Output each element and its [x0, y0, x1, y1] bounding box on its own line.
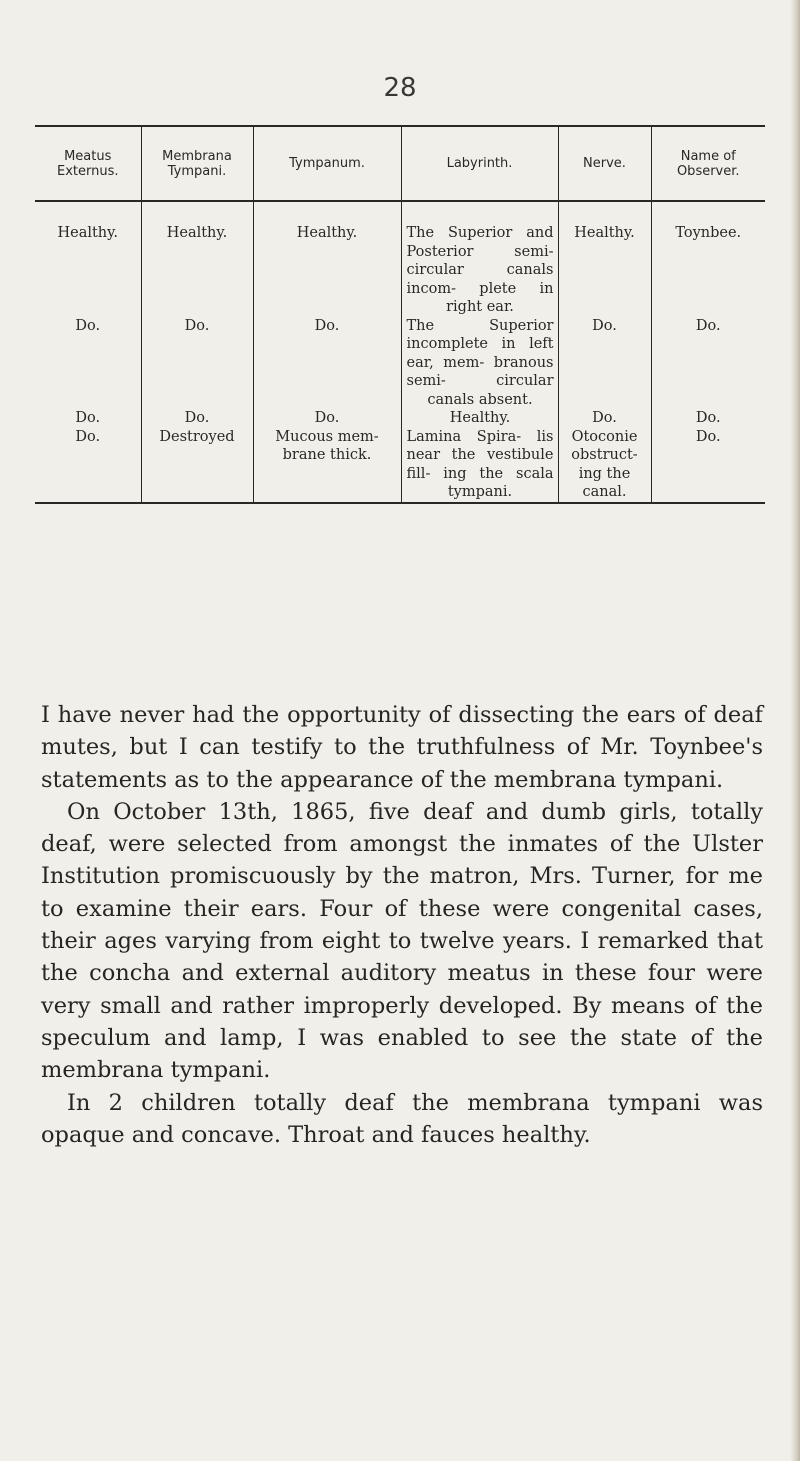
header-nerve: Nerve. [558, 126, 651, 201]
paragraph: In 2 children totally deaf the membrana tympani was opaque and concave. Throat and fauces healthy. [41, 1089, 763, 1148]
table-row [35, 428, 765, 503]
table-cell: Healthy. [57, 225, 119, 241]
table-cell: Do. [651, 317, 765, 410]
header-tympanum: Tympanum. [253, 126, 401, 201]
table-cell: The Superior incomplete in left ear, mem- branous semi- circular canals absent. [401, 317, 558, 410]
table-row [35, 201, 765, 317]
table-cell: Mucous mem- brane thick. [253, 428, 401, 503]
table-header-row [35, 126, 765, 201]
table-cell: Otoconie obstruct- ing the canal. [558, 428, 651, 503]
table-cell: Healthy. [558, 201, 651, 317]
header-labyrinth: Labyrinth. [401, 126, 558, 201]
table-cell: Do. [253, 409, 401, 428]
table-cell: Do. [141, 317, 253, 410]
table-cell: Do. [651, 409, 765, 428]
table-cell: Do. [141, 409, 253, 428]
table-cell: Do. [651, 428, 765, 503]
table-cell: Healthy. [401, 409, 558, 428]
table-cell: Do. [558, 317, 651, 410]
header-meatus-externus: Meatus Externus. [35, 126, 141, 201]
table-cell: Do. [558, 409, 651, 428]
paragraph: On October 13th, 1865, five deaf and dumb girls, totally deaf, were selected from amongst the inmates of the Ulster Institution promiscuously by the matron, Mrs. Turner, for me to examine their ears. Four of these were congenital cases, their ages varying from eight to twelve years. I remarked that the concha and external auditory meatus in these four were very small and rather improperly developed. By means of the speculum and lamp, I was enabled to see the state of the membrana tympani. [41, 798, 763, 1084]
table-cell: Do. [35, 428, 141, 503]
findings-table-wrapper [35, 125, 765, 504]
table-cell: Do. [253, 317, 401, 410]
table-cell: Lamina Spira- lis near the vestibule fill- ing the scala tympani. [401, 428, 558, 503]
table-cell: Healthy. [253, 201, 401, 317]
table-cell: Healthy. [141, 201, 253, 317]
paragraph: I have never had the opportunity of dissecting the ears of deaf mutes, but I can testify to the truthfulness of Mr. Toynbee's statements as to the appearance of the membrana tympani. [41, 702, 763, 793]
page-number: 28 [383, 73, 417, 103]
table-cell: Toynbee. [651, 201, 765, 317]
table-cell: Destroyed [141, 428, 253, 503]
table-cell: Do. [75, 317, 101, 334]
table-row [35, 317, 765, 410]
body-text [41, 699, 763, 1151]
header-membrana-tympani: Membrana Tympani. [141, 126, 253, 201]
table-cell: The Superior and Posterior semi-circular canals incom- plete in right ear. [401, 201, 558, 317]
page-edge-shadow [790, 0, 800, 1461]
header-observer: Name of Observer. [651, 126, 765, 201]
table-row [35, 409, 765, 428]
table-cell: Do. [75, 410, 101, 426]
findings-table [35, 125, 765, 504]
